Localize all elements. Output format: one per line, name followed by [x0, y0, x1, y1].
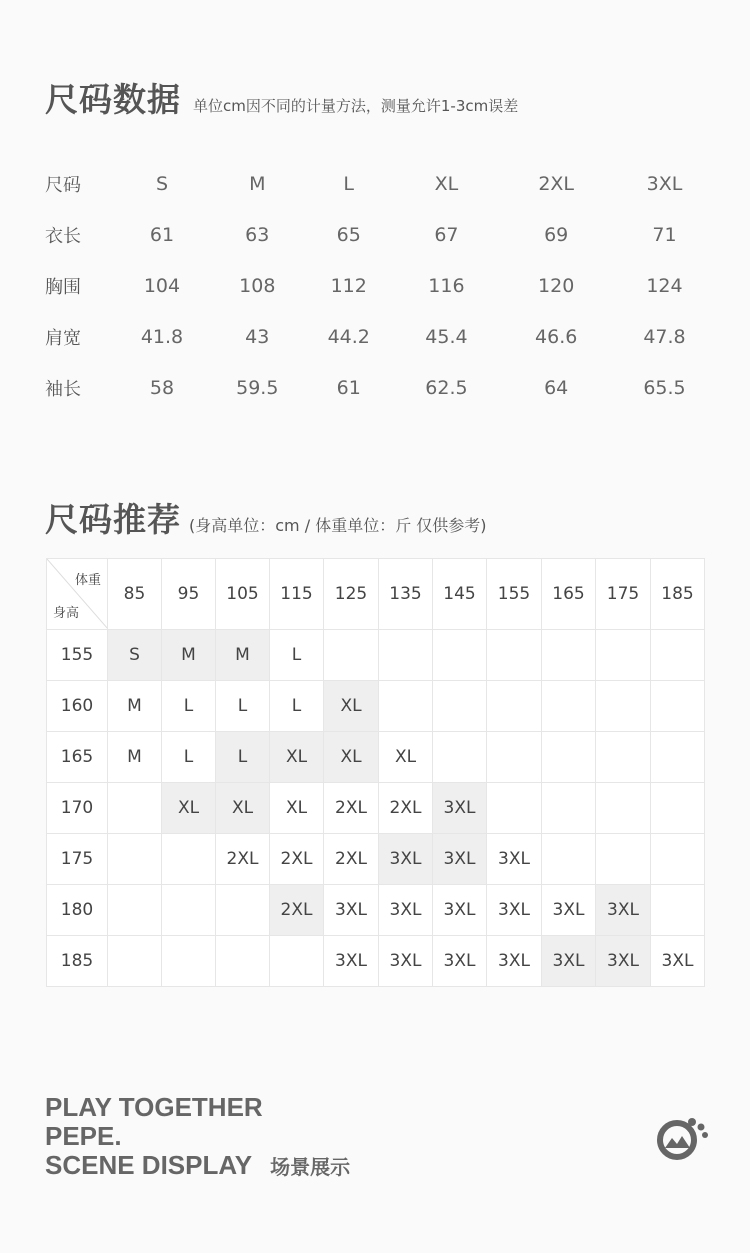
size-cell [379, 681, 433, 732]
size-cell [487, 681, 542, 732]
size-cell [651, 783, 705, 834]
size-data-cell: 3XL [646, 172, 683, 195]
size-cell: S [108, 630, 162, 681]
weight-header: 155 [487, 559, 542, 630]
corner-weight-label: 体重 [74, 573, 101, 588]
size-data-cell: 63 [245, 223, 270, 246]
size-cell: 3XL [596, 936, 651, 987]
weight-header: 85 [108, 559, 162, 630]
size-data-row-label: 衣长 [45, 225, 81, 247]
size-data-cell: XL [434, 172, 459, 195]
size-cell: XL [216, 783, 270, 834]
size-cell [596, 783, 651, 834]
size-cell [108, 936, 162, 987]
footer-line-1: PLAY TOGETHER [45, 1092, 263, 1122]
size-data-cell: 124 [646, 274, 683, 297]
size-cell: 3XL [542, 885, 596, 936]
height-header: 165 [47, 732, 108, 783]
size-recommend-title: 尺码推荐 [45, 500, 181, 539]
size-data-title: 尺码数据 [45, 80, 181, 119]
size-data-cell: 65.5 [643, 376, 686, 399]
size-cell [487, 630, 542, 681]
size-data-cell: 62.5 [425, 376, 468, 399]
size-cell [596, 630, 651, 681]
size-data-row [45, 260, 715, 311]
size-data-cell: 61 [149, 223, 175, 246]
size-cell: L [270, 681, 324, 732]
grid-row [47, 936, 705, 987]
size-cell [542, 681, 596, 732]
size-cell: XL [270, 783, 324, 834]
size-cell: 3XL [542, 936, 596, 987]
size-data-cell: 112 [330, 274, 367, 297]
size-data-cell: 46.6 [535, 325, 578, 348]
size-cell [542, 834, 596, 885]
size-cell: L [216, 732, 270, 783]
size-cell: 3XL [379, 834, 433, 885]
size-cell [596, 834, 651, 885]
size-cell: XL [270, 732, 324, 783]
grid-row [47, 732, 705, 783]
size-cell: 2XL [324, 834, 379, 885]
size-data-row-label: 胸围 [45, 276, 81, 298]
size-data-cell: 2XL [538, 172, 575, 195]
weight-header: 95 [162, 559, 216, 630]
weight-header: 185 [651, 559, 705, 630]
size-data-cell: 104 [143, 274, 181, 297]
size-cell: 3XL [379, 936, 433, 987]
size-data-cell: 65 [336, 223, 361, 246]
size-data-row-label: 尺码 [45, 174, 81, 196]
size-data-cell: 45.4 [425, 325, 468, 348]
brand-logo-icon [655, 1112, 711, 1166]
size-data-cell: 47.8 [643, 325, 686, 348]
size-cell: 3XL [433, 783, 487, 834]
grid-row [47, 783, 705, 834]
size-cell: 3XL [487, 885, 542, 936]
height-header: 160 [47, 681, 108, 732]
size-cell [379, 630, 433, 681]
size-cell [162, 936, 216, 987]
size-data-row [45, 209, 715, 260]
size-cell [433, 630, 487, 681]
size-cell [433, 732, 487, 783]
size-cell [162, 885, 216, 936]
size-cell: M [216, 630, 270, 681]
height-header: 170 [47, 783, 108, 834]
size-cell [651, 732, 705, 783]
size-cell: M [162, 630, 216, 681]
size-data-cell: 61 [336, 376, 361, 399]
size-cell: XL [379, 732, 433, 783]
height-header: 180 [47, 885, 108, 936]
size-recommend-note: (身高单位：cm / 体重单位：斤 仅供参考) [189, 516, 487, 535]
size-data-cell: L [343, 172, 355, 195]
size-data-row-label: 肩宽 [45, 327, 81, 349]
size-data-cell: 108 [239, 274, 276, 297]
size-cell [542, 732, 596, 783]
size-cell [651, 630, 705, 681]
footer-line-3 [45, 1151, 350, 1182]
size-cell: 3XL [596, 885, 651, 936]
size-cell: 3XL [651, 936, 705, 987]
size-cell [162, 834, 216, 885]
size-data-table [45, 158, 715, 413]
weight-header: 145 [433, 559, 487, 630]
grid-row [47, 885, 705, 936]
size-cell: M [108, 681, 162, 732]
grid-corner [47, 559, 108, 630]
size-recommend-heading [45, 494, 487, 541]
size-data-cell: 71 [652, 223, 677, 246]
height-header: 185 [47, 936, 108, 987]
size-cell [108, 885, 162, 936]
scene-display-label: 场景展示 [270, 1155, 351, 1179]
size-cell [487, 783, 542, 834]
size-cell: XL [162, 783, 216, 834]
size-cell [433, 681, 487, 732]
size-data-row [45, 311, 715, 362]
size-data-cell: 64 [544, 376, 569, 399]
size-data-cell: 59.5 [236, 376, 279, 399]
size-data-cell: 69 [544, 223, 569, 246]
weight-header: 135 [379, 559, 433, 630]
size-cell: 2XL [379, 783, 433, 834]
grid-row [47, 681, 705, 732]
size-cell: 3XL [433, 834, 487, 885]
size-cell [216, 885, 270, 936]
size-data-cell: M [249, 172, 266, 195]
size-data-cell: 116 [428, 274, 465, 297]
size-cell: 2XL [324, 783, 379, 834]
size-data-heading [45, 74, 518, 121]
size-cell: L [162, 681, 216, 732]
size-cell: XL [324, 732, 379, 783]
size-data-cell: 58 [149, 376, 175, 399]
size-cell [596, 732, 651, 783]
size-data-cell: 44.2 [327, 325, 370, 348]
size-data-row [45, 158, 715, 209]
size-cell: L [216, 681, 270, 732]
height-header: 175 [47, 834, 108, 885]
footer-line-2: PEPE. [45, 1121, 122, 1151]
weight-header: 175 [596, 559, 651, 630]
size-cell: 3XL [487, 834, 542, 885]
size-cell: XL [324, 681, 379, 732]
size-cell [487, 732, 542, 783]
size-cell [651, 834, 705, 885]
size-data-row-label: 袖长 [45, 378, 81, 400]
size-cell: 3XL [433, 885, 487, 936]
size-cell [542, 783, 596, 834]
size-cell: 3XL [433, 936, 487, 987]
size-data-cell: 43 [245, 325, 270, 348]
size-data-note: 单位cm因不同的计量方法，测量允许1-3cm误差 [193, 97, 519, 115]
size-cell: L [162, 732, 216, 783]
corner-height-label: 身高 [53, 606, 80, 621]
size-cell [596, 681, 651, 732]
weight-header: 105 [216, 559, 270, 630]
size-cell [324, 630, 379, 681]
size-data-row [45, 362, 715, 413]
size-data-cell: 41.8 [140, 325, 184, 348]
footer-line-3-text: SCENE DISPLAY [45, 1150, 253, 1180]
size-cell: 3XL [324, 885, 379, 936]
size-data-cell: S [155, 172, 168, 195]
size-cell [542, 630, 596, 681]
size-data-cell: 67 [434, 223, 459, 246]
grid-row [47, 834, 705, 885]
size-cell: 2XL [270, 834, 324, 885]
size-cell [651, 885, 705, 936]
size-cell: 3XL [487, 936, 542, 987]
grid-row [47, 630, 705, 681]
size-cell: 3XL [379, 885, 433, 936]
size-data-cell: 120 [538, 274, 575, 297]
weight-header: 125 [324, 559, 379, 630]
height-header: 155 [47, 630, 108, 681]
size-cell [108, 834, 162, 885]
size-cell: 2XL [270, 885, 324, 936]
size-cell: 2XL [216, 834, 270, 885]
size-cell [270, 936, 324, 987]
size-cell [651, 681, 705, 732]
weight-header: 115 [270, 559, 324, 630]
size-recommend-grid [46, 558, 705, 987]
size-cell: L [270, 630, 324, 681]
grid-header-row [47, 559, 705, 630]
size-cell [216, 936, 270, 987]
weight-header: 165 [542, 559, 596, 630]
footer-slogan [45, 1093, 350, 1182]
size-cell: M [108, 732, 162, 783]
size-cell: 3XL [324, 936, 379, 987]
size-cell [108, 783, 162, 834]
